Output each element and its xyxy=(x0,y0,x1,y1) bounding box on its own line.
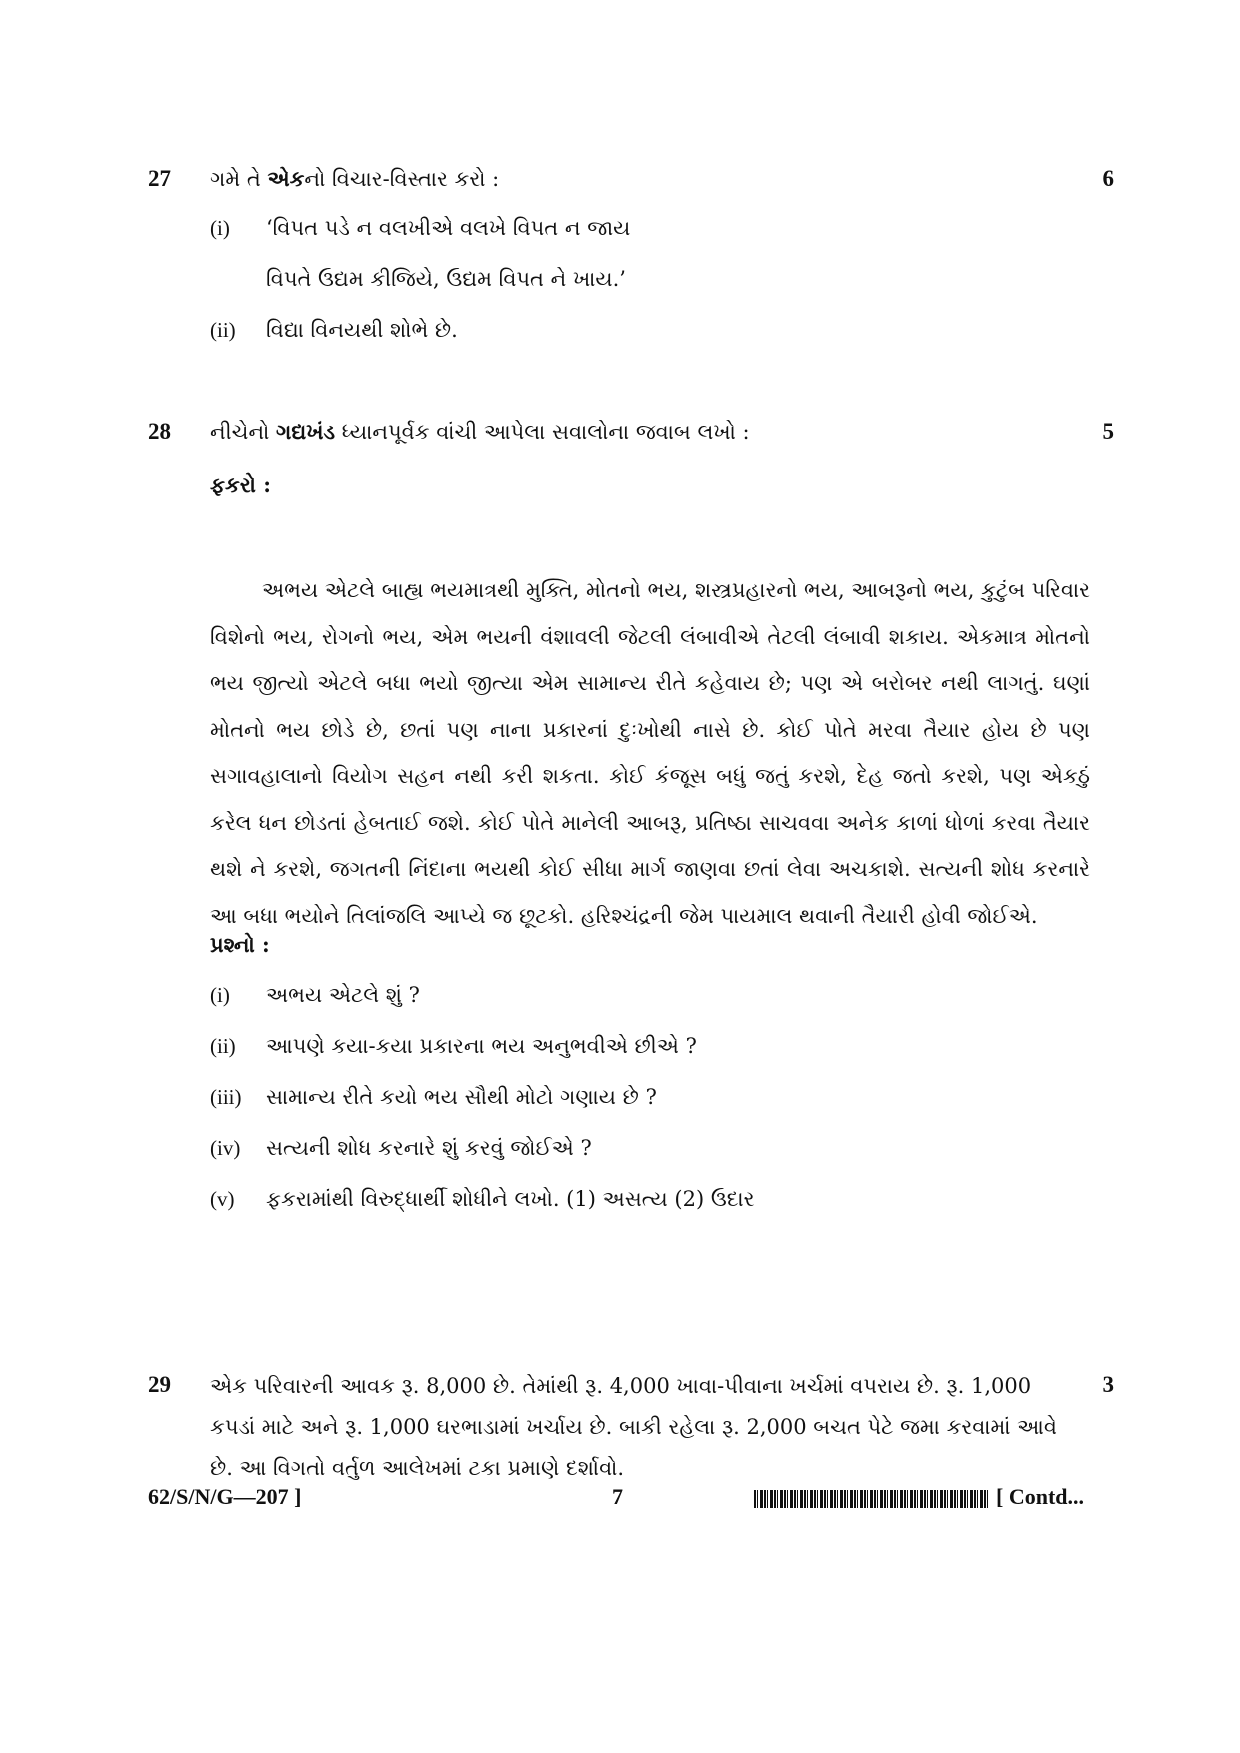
subquestion-text: આપણે કયા-કયા પ્રકારના ભય અનુભવીએ છીએ ? xyxy=(266,1034,697,1058)
question-28-subquestion xyxy=(210,1034,697,1059)
question-28-instruction-post: ધ્યાનપૂર્વક વાંચી આપેલા સવાલોના જવાબ લખો : xyxy=(335,420,750,444)
subquestion-label: (v) xyxy=(210,1187,235,1211)
passage-heading: ફકરો : xyxy=(210,472,271,497)
question-27-instruction-bold: એક xyxy=(267,166,305,191)
subquestion-text: સત્યની શોધ કરનારે શું કરવું જોઈએ ? xyxy=(266,1136,592,1160)
question-29-number: 29 xyxy=(148,1372,171,1397)
question-27-option-i-line2: વિપતે ઉદ્યમ કીજિયે, ઉદ્યમ વિપત ને ખાય.’ xyxy=(266,267,626,291)
question-29-marks: 3 xyxy=(1102,1372,1114,1397)
question-27-marks: 6 xyxy=(1102,166,1114,191)
question-28-instruction xyxy=(210,419,750,445)
barcode-icon xyxy=(754,1490,990,1508)
question-27-option-i xyxy=(210,216,630,241)
question-27-instruction-pre: ગમે તે xyxy=(210,167,268,191)
option-text: ‘વિપત પડે ન વલખીએ વલખે વિપત ન જાય xyxy=(266,216,631,240)
question-29-text: એક પરિવારની આવક રૂ. 8,000 છે. તેમાંથી રૂ. 4,000 ખાવા-પીવાના ખર્ચમાં વપરાય છે. રૂ. 1,000 કપડાં માટે અને રૂ. 1,000 ઘરભાડામાં ખર્ચાય છે. બાકી રહેલા રૂ. 2,000 બચત પેટે જમા કરવામાં આવે છે. આ વિગતો વર્તુળ આલેખમાં ટકા પ્રમાણે દર્શાવો. xyxy=(210,1374,1057,1480)
subquestion-text: સામાન્ય રીતે કયો ભય સૌથી મોટો ગણાય છે ? xyxy=(266,1085,657,1109)
question-28-subquestion xyxy=(210,1085,657,1110)
subquestion-text: અભય એટલે શું ? xyxy=(266,983,420,1007)
subquestion-label: (iv) xyxy=(210,1136,241,1160)
question-28-subquestion xyxy=(210,983,420,1008)
question-28-instruction-bold: ગદ્યખંડ xyxy=(276,419,336,444)
questions-heading: પ્રશ્નો : xyxy=(210,932,270,957)
footer-page-number: 7 xyxy=(612,1484,623,1509)
footer-paper-code: 62/S/N/G—207 ] xyxy=(148,1484,302,1509)
question-27-option-ii xyxy=(210,318,458,343)
question-27-number: 27 xyxy=(148,166,171,191)
option-label: (ii) xyxy=(210,318,236,342)
question-28-subquestion xyxy=(210,1136,592,1161)
subquestion-label: (ii) xyxy=(210,1034,236,1058)
subquestion-label: (i) xyxy=(210,983,230,1007)
option-label: (i) xyxy=(210,216,230,240)
question-28-number: 28 xyxy=(148,419,171,444)
subquestion-label: (iii) xyxy=(210,1085,242,1109)
subquestion-text: ફકરામાંથી વિરુદ્ધાર્થી શોધીને લખો. (1) અસત્ય (2) ઉદાર xyxy=(266,1187,755,1211)
footer-continued: [ Contd... xyxy=(996,1484,1085,1509)
option-text: વિદ્યા વિનયથી શોભે છે. xyxy=(266,318,458,342)
question-28-subquestion xyxy=(210,1187,754,1212)
question-27-instruction xyxy=(210,166,499,192)
passage-text: અભય એટલે બાહ્ય ભયમાત્રથી મુક્તિ, મોતનો ભય, શસ્ત્રપ્રહારનો ભય, આબરૂનો ભય, કુટુંબ પરિવાર વિશેનો ભય, રોગનો ભય, એમ ભયની વંશાવલી જેટલી લંબાવીએ તેટલી લંબાવી શકાય. એકમાત્ર મોતનો ભય જીત્યો એટલે બધા ભયો જીત્યા એમ સામાન્ય રીતે કહેવાય છે; પણ એ બરોબર નથી લાગતું. ઘણાં મોતનો ભય છોડે છે, છતાં પણ નાના પ્રકારનાં દુઃખોથી નાસે છે. કોઈ પોતે મરવા તૈયાર હોય છે પણ સગાવહાલાનો વિયોગ સહન નથી કરી શકતા. કોઈ કંજૂસ બધું જતું કરશે, દેહ જતો કરશે, પણ એકઠું કરેલ ધન છોડતાં હેબતાઈ જશે. કોઈ પોતે માનેલી આબરૂ, પ્રતિષ્ઠા સાચવવા અનેક કાળાં ધોળાં કરવા તૈયાર થશે ને કરશે, જગતની નિંદાના ભયથી કોઈ સીધા માર્ગ જાણવા છતાં લેવા અચકાશે. સત્યની શોધ કરનારે આ બધા ભયોને તિલાંજલિ આપ્યે જ છૂટકો. હરિશ્ચંદ્રની જેમ પાયમાલ થવાની તૈયારી હોવી જોઈએ. xyxy=(210,578,1090,928)
question-28-instruction-pre: નીચેનો xyxy=(210,420,277,444)
question-28-marks: 5 xyxy=(1102,419,1114,444)
question-27-instruction-post: નો વિચાર-વિસ્તાર કરો : xyxy=(304,167,500,191)
